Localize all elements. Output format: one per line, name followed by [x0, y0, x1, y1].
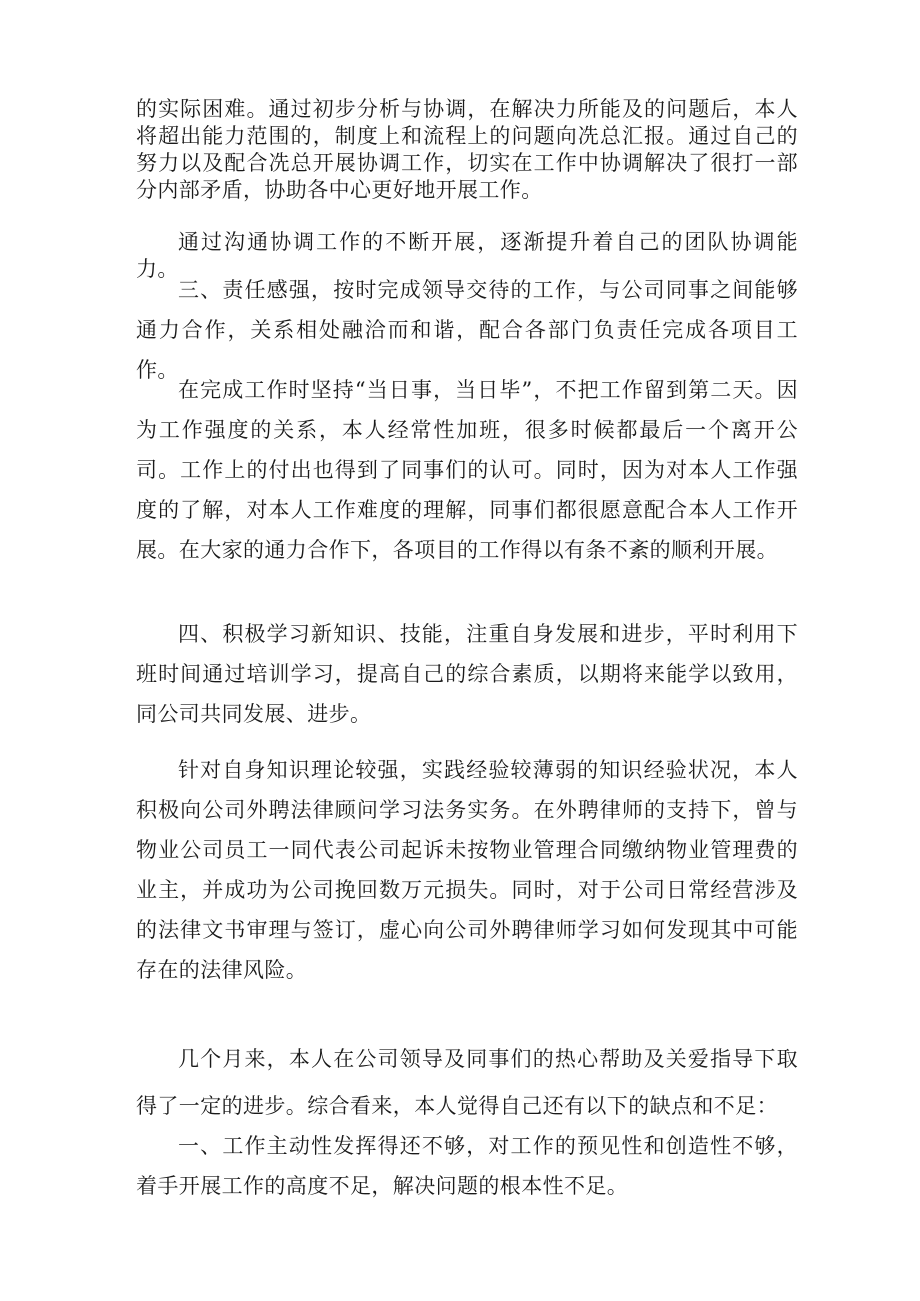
- paragraph-8: 一、工作主动性发挥得还不够，对工作的预见性和创造性不够，着手开展工作的高度不足，解决问题的根本性不足。: [136, 1134, 798, 1198]
- paragraph-2: 通过沟通协调工作的不断开展，逐渐提升着自己的团队协调能力。: [136, 230, 798, 281]
- paragraph-7: 几个月来，本人在公司领导及同事们的热心帮助及关爱指导下取得了一定的进步。综合看来，本人觉得自己还有以下的缺点和不足：: [136, 1047, 798, 1118]
- paragraph-6: 针对自身知识理论较强，实践经验较薄弱的知识经验状况，本人积极向公司外聘法律顾问学习法务实务。在外聘律师的支持下，曾与物业公司员工一同代表公司起诉未按物业管理合同缴纳物业管理费的业主，并成功为公司挽回数万元损失。同时，对于公司日常经营涉及的法律文书审理与签订，虚心向公司外聘律师学习如何发现其中可能存在的法律风险。: [136, 758, 798, 982]
- paragraph-1: 的实际困难。通过初步分析与协调，在解决力所能及的问题后，本人将超出能力范围的，制度上和流程上的问题向冼总汇报。通过自己的努力以及配合冼总开展协调工作，切实在工作中协调解决了很打一部分内部矛盾，协助各中心更好地开展工作。: [136, 97, 798, 202]
- paragraph-5: 四、积极学习新知识、技能，注重自身发展和进步，平时利用下班时间通过培训学习，提高自己的综合素质，以期将来能学以致用，同公司共同发展、进步。: [136, 622, 798, 726]
- paragraph-4: 在完成工作时坚持“当日事，当日毕”，不把工作留到第二天。因为工作强度的关系，本人经常性加班，很多时候都最后一个离开公司。工作上的付出也得到了同事们的认可。同时，因为对本人工作强度的了解，对本人工作难度的理解，同事们都很愿意配合本人工作开展。在大家的通力合作下，各项目的工作得以有条不紊的顺利开展。: [136, 378, 798, 562]
- paragraph-3: 三、责任感强，按时完成领导交待的工作，与公司同事之间能够通力合作，关系相处融洽而和谐，配合各部门负责任完成各项目工作。: [136, 278, 798, 382]
